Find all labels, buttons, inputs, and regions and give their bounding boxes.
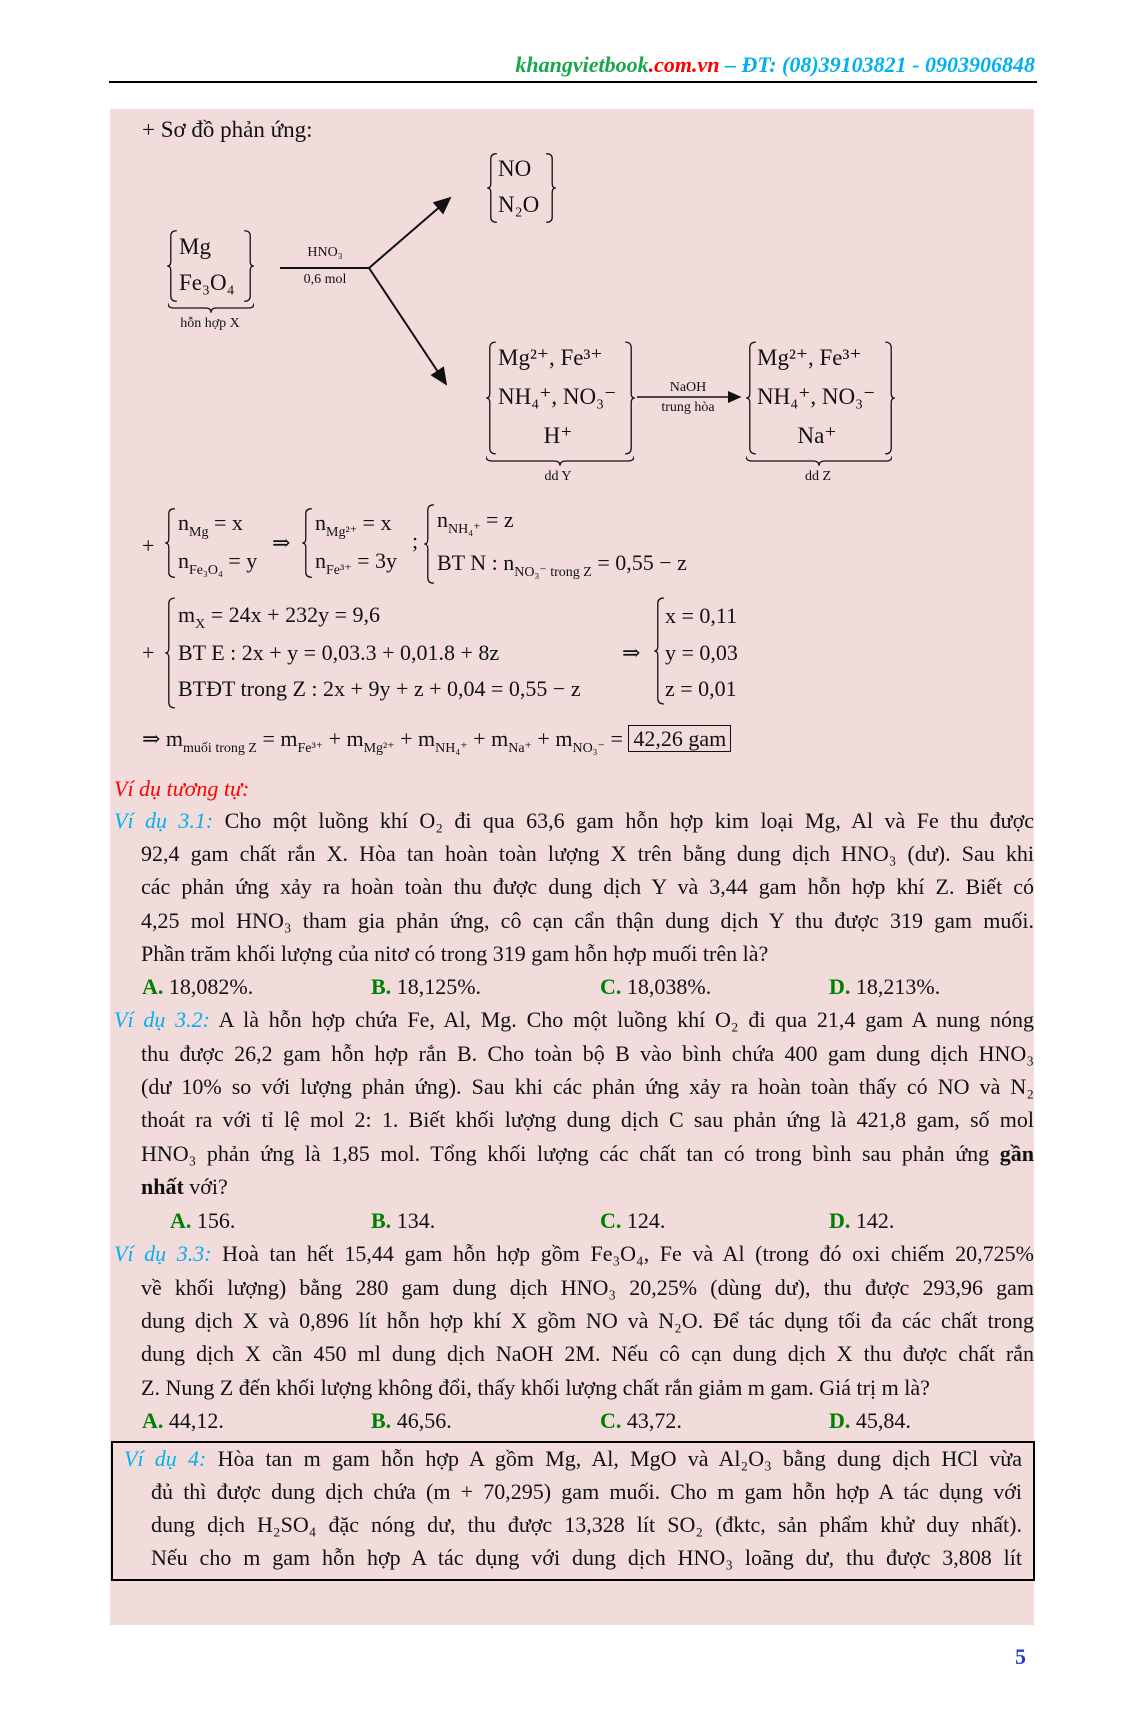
left-brace-icon	[423, 504, 435, 584]
right-brace-icon	[243, 230, 255, 302]
left-brace-icon	[486, 153, 498, 223]
example-label: Ví dụ 3.2:	[114, 1007, 211, 1032]
example-3-1-line: Phần trăm khối lượng của nitơ có trong 319 gam hỗn hợp muối trên là?	[141, 941, 769, 966]
example-3-3-line: Z. Nung Z đến khối lượng không đổi, thấy khối lượng chất rắn giảm m gam. Giá trị m là?	[141, 1375, 930, 1400]
plus-sign: +	[142, 640, 155, 665]
example-3-2-line: HNO₃ phản ứng là 1,85 mol. Tổng khối lượng các chất tan có trong bình sau phản ứng gần	[141, 1141, 1034, 1166]
example-3-2-line: (dư 10% so với lượng phản ứng). Sau khi các phản ứng xảy ra hoàn toàn thấy có NO và N₂	[141, 1074, 1034, 1099]
header-site-name: khangvietbook	[515, 52, 649, 77]
equation-mass-x: $m_X = 24x + 232y = 9,6$	[178, 602, 380, 632]
diagram-intro: + Sơ đồ phản ứng:	[142, 117, 313, 142]
result-x: x = 0,11	[665, 603, 738, 628]
reagent-label: HNO₃	[307, 245, 343, 260]
option-a: A. 44,12.	[142, 1408, 224, 1433]
example-3-3-line: dung dịch X cần 450 ml dung dịch NaOH 2M. Nếu cô cạn dung dịch X thu được chất rắn	[141, 1341, 1034, 1366]
solution-z-label: dd Z	[804, 469, 832, 484]
header-contact: – ĐT: (08)39103821 - 0903906848	[719, 52, 1035, 77]
option-a: A. 156.	[170, 1208, 236, 1233]
implies-arrow: ⇒	[272, 530, 291, 555]
option-b: B. 18,125%.	[371, 974, 482, 999]
header-site-domain: .com.vn	[648, 52, 720, 77]
arrow-to-gases	[369, 198, 450, 268]
equation-n-fe3o4: $n_{Fe_3O_4} = y$	[178, 548, 258, 578]
example-3-2-line: Ví dụ 3.2: A là hỗn hợp chứa Fe, Al, Mg. Cho một luồng khí O₂ đi qua 21,4 gam A nung nóng	[114, 1007, 1034, 1032]
option-a: A. 18,082%.	[142, 974, 254, 999]
option-c: C. 124.	[600, 1208, 666, 1233]
reagent2-note: trung hòa	[661, 400, 715, 415]
option-b: B. 134.	[371, 1208, 436, 1233]
gas-product: NO	[498, 156, 532, 181]
equation-n-nh4: $n_{NH_4^+} = z$	[437, 507, 514, 537]
example-3-2-line: thu được 26,2 gam hỗn hợp rắn B. Cho toàn bộ B vào bình chứa 400 gam dung dịch HNO₃	[141, 1041, 1034, 1066]
example-3-3-line: dung dịch X và 0,896 lít hỗn hợp khí X gồm NO và N₂O. Để tác dụng tối đa các chất trong	[141, 1308, 1034, 1333]
page-number: 5	[1015, 1644, 1026, 1669]
option-d: D. 142.	[829, 1208, 895, 1233]
mixture-item: Fe₃O₄	[179, 270, 235, 295]
example-4-line: đủ thì được dung dịch chứa (m + 70,295) gam muối. Cho m gam hỗn hợp A tác dụng với	[151, 1479, 1022, 1504]
right-brace-icon	[545, 153, 557, 223]
equation-btdt: BTĐT trong Z : 2x + 9y + z + 0,04 = 0,55 − z	[178, 676, 581, 701]
result-z: z = 0,01	[665, 676, 737, 701]
example-3-3-line: Ví dụ 3.3: Hoà tan hết 15,44 gam hỗn hợp gồm Fe₃O₄, Fe và Al (trong đó oxi chiếm 20,725%	[114, 1241, 1034, 1266]
left-brace-icon	[164, 508, 176, 578]
option-d: D. 45,84.	[829, 1408, 911, 1433]
underbrace-icon	[486, 455, 634, 467]
mixture-item: Mg	[179, 234, 211, 259]
underbrace-icon	[746, 455, 892, 467]
option-d: D. 18,213%.	[829, 974, 941, 999]
equation-total-salt: ⇒ $m_{muối trong Z} = m_{Fe^{3+}} + m_{Mg^{2+}} + m_{NH_4^+} + m_{Na^+} + m_{NO_3^-} = 42,26$ gam	[142, 724, 731, 754]
example-3-1-line: Ví dụ 3.1: Cho một luồng khí O₂ đi qua 63,6 gam hỗn hợp kim loại Mg, Al và Fe thu được	[114, 808, 1034, 833]
example-3-1-line: các phản ứng xảy ra hoàn toàn thu được dung dịch Y và 3,44 gam hỗn hợp khí Z. Biết có	[141, 874, 1034, 899]
equation-bt-n: BT N : $n_{NO_3^- trong Z} = 0,55 - z$	[437, 550, 687, 580]
solution-y-ions: Mg²⁺, Fe³⁺	[498, 345, 603, 370]
result-y: y = 0,03	[665, 640, 738, 665]
implies-arrow: ⇒	[622, 640, 641, 665]
solution-z-ions: Mg²⁺, Fe³⁺	[757, 345, 862, 370]
similar-heading: Ví dụ tương tự:	[114, 776, 250, 801]
left-brace-icon	[301, 508, 313, 578]
answer-box: 42,26 gam	[628, 725, 731, 752]
equation-bt-e: BT E : 2x + y = 0,03.3 + 0,01.8 + 8z	[178, 640, 500, 665]
example-3-2-line: nhất với?	[141, 1174, 228, 1199]
solution-y-ions: NH₄⁺, NO₃⁻	[498, 384, 617, 409]
example-label: Ví dụ 4:	[124, 1446, 207, 1471]
underbrace-icon	[168, 302, 254, 314]
example-label: Ví dụ 3.1:	[114, 808, 214, 833]
left-brace-icon	[485, 341, 497, 455]
example-3-2-line: thoát ra với tỉ lệ mol 2: 1. Biết khối lượng dung dịch C sau phản ứng là 421,8 gam, số mol	[141, 1107, 1034, 1132]
right-brace-icon	[884, 341, 896, 455]
left-brace-icon	[166, 230, 178, 302]
left-brace-icon	[164, 597, 176, 709]
example-4-line: Nếu cho m gam hỗn hợp A tác dụng với dung dịch HNO₃ loãng dư, thu được 3,808 lít	[151, 1545, 1022, 1570]
option-c: C. 43,72.	[600, 1408, 682, 1433]
option-c: C. 18,038%.	[600, 974, 712, 999]
reagent-amount: 0,6 mol	[303, 272, 347, 287]
mixture-label: hỗn hợp X	[180, 316, 240, 331]
gas-product: N₂O	[498, 192, 540, 217]
reagent2-label: NaOH	[669, 380, 707, 395]
example-label: Ví dụ 3.3:	[114, 1241, 212, 1266]
left-brace-icon	[653, 597, 665, 705]
arrow-to-solution-y	[369, 268, 446, 384]
solution-z-ions: Na⁺	[797, 423, 837, 448]
example-4-line: dung dịch H₂SO₄ đặc nóng dư, thu được 13,328 lít SO₂ (đktc, sản phẩm khử duy nhất).	[151, 1512, 1022, 1537]
equation-n-fe-ion: $n_{Fe^{3+}} = 3y$	[315, 548, 398, 578]
solution-y-label: dd Y	[544, 469, 572, 484]
plus-sign: +	[142, 533, 155, 558]
right-brace-icon	[624, 341, 636, 455]
example-3-1-line: 4,25 mol HNO₃ tham gia phản ứng, cô cạn cẩn thận dung dịch Y thu được 319 gam muối.	[141, 908, 1034, 933]
example-3-3-line: về khối lượng) bằng 280 gam dung dịch HNO₃ 20,25% (dùng dư), thu được 293,96 gam	[141, 1275, 1034, 1300]
solution-y-ions: H⁺	[543, 423, 573, 448]
example-4-line: Ví dụ 4: Hòa tan m gam hỗn hợp A gồm Mg, Al, MgO và Al₂O₃ bằng dung dịch HCl vừa	[124, 1446, 1022, 1471]
equation-n-mg-ion: $n_{Mg^{2+}} = x$	[315, 510, 392, 540]
example-3-1-line: 92,4 gam chất rắn X. Hòa tan hoàn toàn lượng X trên bằng dung dịch HNO₃ (dư). Sau khi	[141, 841, 1034, 866]
semicolon: ;	[412, 528, 419, 553]
equation-n-mg: $n_{Mg} = x$	[178, 510, 243, 540]
option-b: B. 46,56.	[371, 1408, 452, 1433]
left-brace-icon	[745, 341, 757, 455]
solution-z-ions: NH₄⁺, NO₃⁻	[757, 384, 876, 409]
